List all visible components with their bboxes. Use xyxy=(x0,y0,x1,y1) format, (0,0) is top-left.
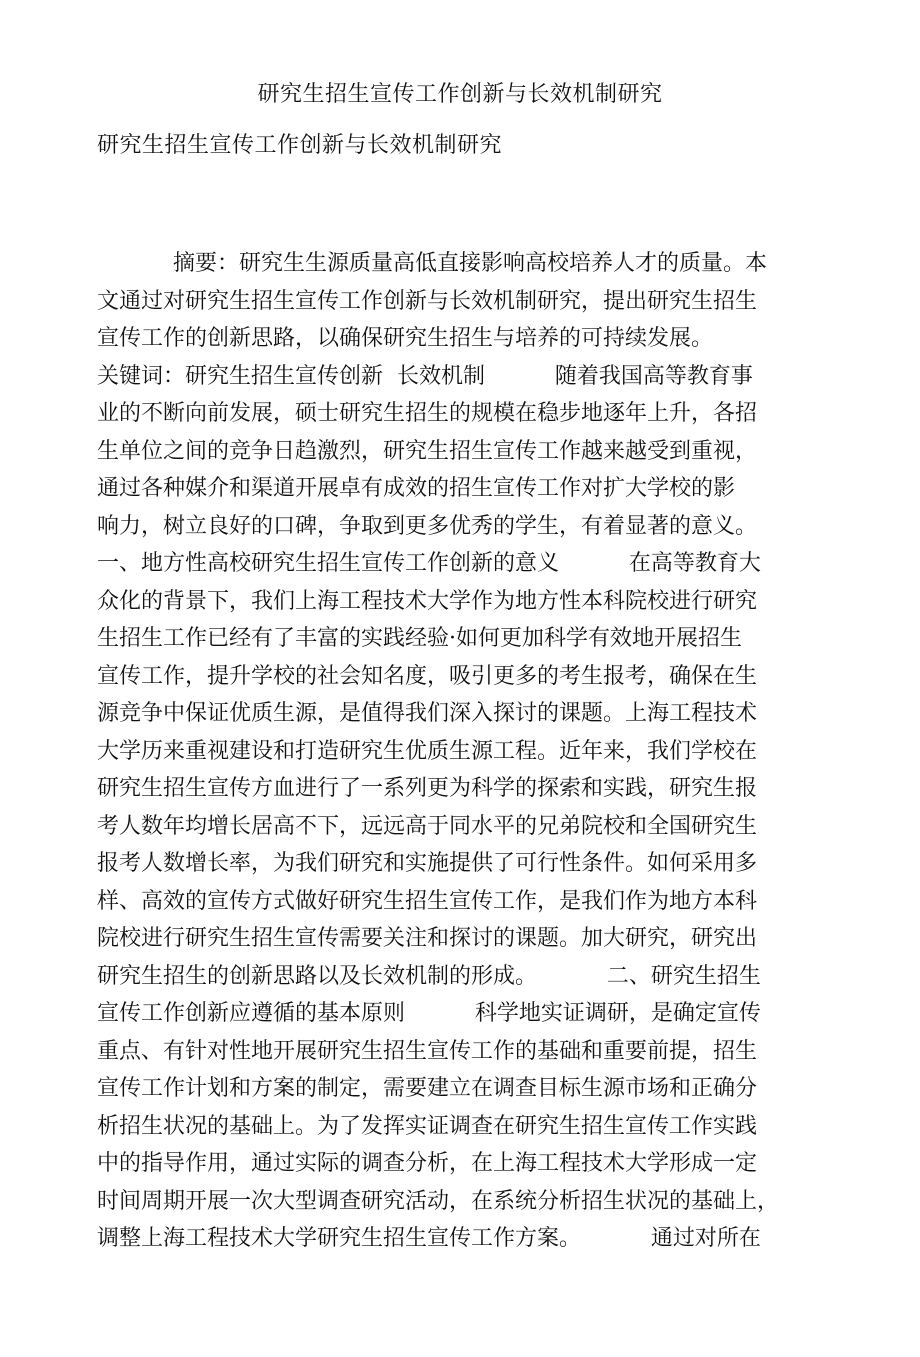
body-line: 研究生招生宣传方血进行了一系列更为科学的探索和实践，研究生报 xyxy=(97,776,758,801)
body-line: 关键词：研究生招生宣传创新 长效机制 随着我国高等教育事 xyxy=(97,363,753,389)
body-line: 通过各种媒介和渠道开展卓有成效的招生宣传工作对扩大学校的影 xyxy=(97,476,736,501)
body-line: 摘要：研究生生源质量高低直接影响高校培养人才的质量。本 xyxy=(173,251,768,276)
body-line: 重点、有针对性地开展研究生招生宣传工作的基础和重要前提，招生 xyxy=(97,1038,758,1064)
document-title-centered: 研究生招生宣传工作创新与长效机制研究 xyxy=(257,82,663,107)
body-line: 大学历来重视建设和打造研究生优质生源工程。近年来，我们学校在 xyxy=(97,738,758,764)
body-line: 文通过对研究生招生宣传工作创新与长效机制研究，提出研究生招生 xyxy=(97,288,758,314)
body-line: 业的不断向前发展，硕士研究生招生的规模在稳步地逐年上升，各招 xyxy=(97,401,758,426)
body-line: 析招生状况的基础上。为了发挥实证调查在研究生招生宣传工作实践 xyxy=(97,1113,758,1139)
body-line: 样、高效的宣传方式做好研究生招生宣传工作，是我们作为地方本科 xyxy=(97,888,758,914)
body-line: 宣传工作计划和方案的制定，需要建立在调查目标生源市场和正确分 xyxy=(97,1076,758,1101)
body-line: 生招生工作已经有了丰富的实践经验·如何更加科学有效地开展招生 xyxy=(97,626,742,651)
body-line: 中的指导作用，通过实际的调查分析，在上海工程技术大学形成一定 xyxy=(97,1151,758,1176)
document-body xyxy=(97,245,807,1258)
body-line: 时间周期开展一次大型调查研究活动，在系统分析招生状况的基础上， xyxy=(97,1188,780,1214)
body-line: 研究生招生的创新思路以及长效机制的形成。 二、研究生招生 xyxy=(97,963,761,989)
body-line: 源竞争中保证优质生源，是值得我们深入探讨的课题。上海工程技术 xyxy=(97,701,758,726)
body-line: 调整上海工程技术大学研究生招生宣传工作方案。 通过对所在 xyxy=(97,1226,761,1251)
body-line: 考人数年均增长居高不下，远远高于同水平的兄弟院校和全国研究生 xyxy=(97,813,758,839)
body-line: 众化的背景下，我们上海工程技术大学作为地方性本科院校进行研究 xyxy=(97,588,758,614)
body-line: 一、地方性高校研究生招生宣传工作创新的意义 在高等教育大 xyxy=(97,551,761,576)
body-line: 宣传工作创新应遵循的基本原则 科学地实证调研，是确定宣传 xyxy=(97,1001,761,1026)
body-line: 宣传工作的创新思路，以确保研究生招生与培养的可持续发展。 xyxy=(97,326,714,351)
body-line: 响力，树立良好的口碑，争取到更多优秀的学生，有着显著的意义。 xyxy=(97,513,758,539)
body-line: 院校进行研究生招生宣传需要关注和探讨的课题。加大研究，研究出 xyxy=(97,926,758,951)
body-line: 报考人数增长率，为我们研究和实施提供了可行性条件。如何采用多 xyxy=(97,851,758,876)
body-line: 宣传工作，提升学校的社会知名度，吸引更多的考生报考，确保在生 xyxy=(97,663,758,689)
document-title-left: 研究生招生宣传工作创新与长效机制研究 xyxy=(97,133,503,158)
body-line: 生单位之间的竞争日趋激烈，研究生招生宣传工作越来越受到重视， xyxy=(97,438,758,464)
